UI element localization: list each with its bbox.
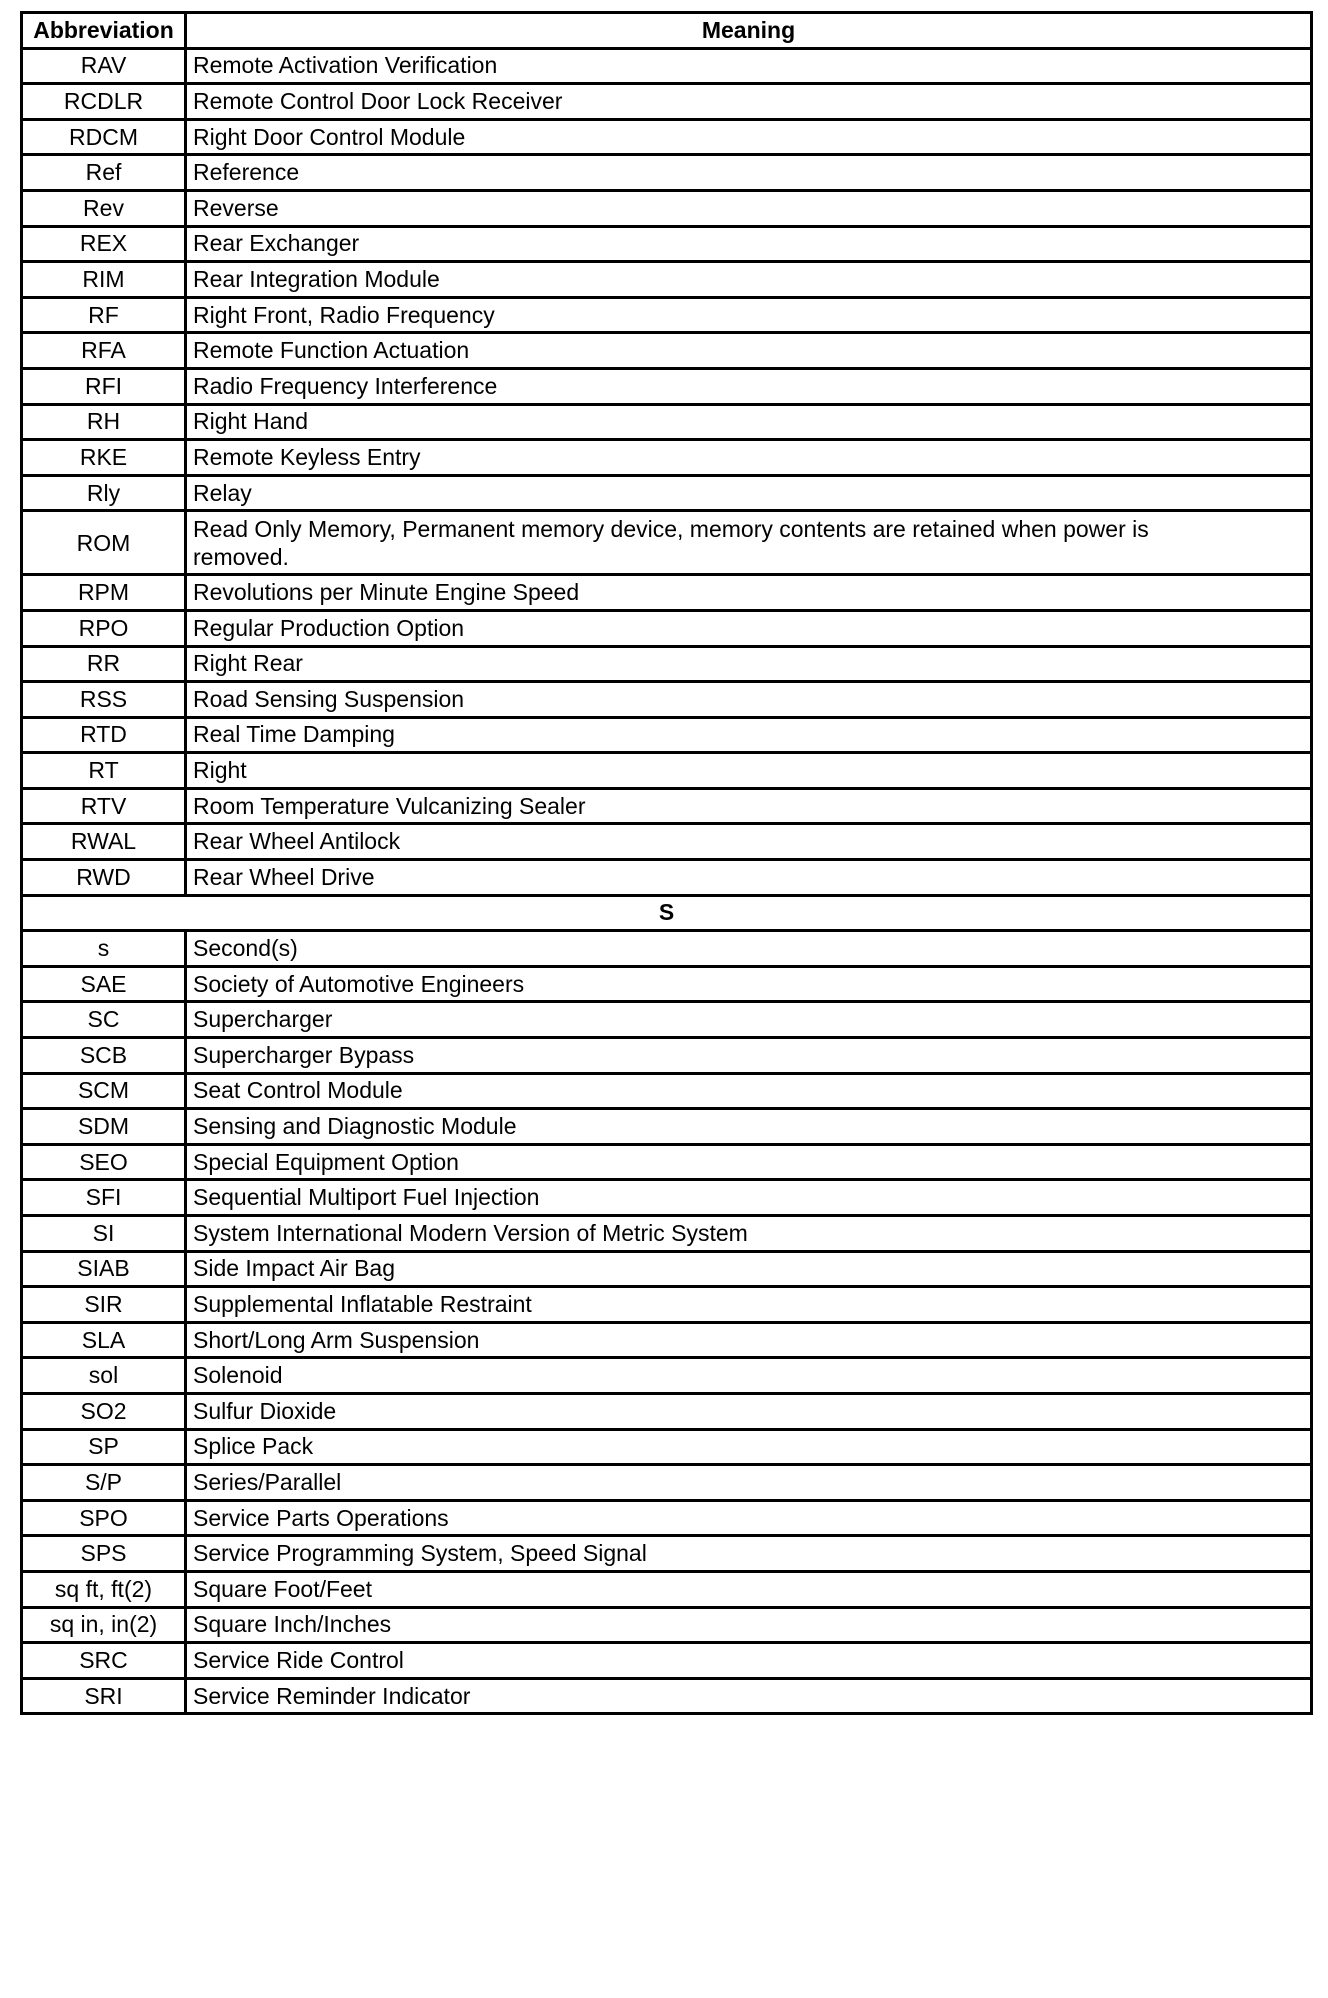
abbreviation-cell: RTD — [22, 717, 186, 753]
abbreviation-cell: SAE — [22, 966, 186, 1002]
meaning-cell: Real Time Damping — [186, 717, 1312, 753]
meaning-cell: Revolutions per Minute Engine Speed — [186, 575, 1312, 611]
table-row — [22, 1180, 1312, 1216]
meaning-cell: Right Hand — [186, 404, 1312, 440]
meaning-cell: Sequential Multiport Fuel Injection — [186, 1180, 1312, 1216]
table-row — [22, 1465, 1312, 1501]
abbreviation-column-header: Abbreviation — [22, 13, 186, 49]
table-row — [22, 1002, 1312, 1038]
meaning-cell: System International Modern Version of Metric System — [186, 1216, 1312, 1252]
meaning-cell: Supercharger Bypass — [186, 1038, 1312, 1074]
abbreviations-table — [20, 11, 1313, 1715]
table-row — [22, 119, 1312, 155]
section-letter: S — [22, 895, 1312, 931]
abbreviation-cell: RIM — [22, 262, 186, 298]
meaning-cell: Remote Function Actuation — [186, 333, 1312, 369]
abbreviation-cell: SCB — [22, 1038, 186, 1074]
table-row — [22, 966, 1312, 1002]
table-row — [22, 1607, 1312, 1643]
meaning-cell: Right Rear — [186, 646, 1312, 682]
table-row — [22, 84, 1312, 120]
table-row — [22, 646, 1312, 682]
meaning-cell: Read Only Memory, Permanent memory device, memory contents are retained when power is removed. — [186, 511, 1312, 575]
abbreviation-cell: SEO — [22, 1144, 186, 1180]
meaning-cell: Society of Automotive Engineers — [186, 966, 1312, 1002]
meaning-cell: Supercharger — [186, 1002, 1312, 1038]
table-row — [22, 1393, 1312, 1429]
meaning-cell: Rear Integration Module — [186, 262, 1312, 298]
abbreviation-cell: REX — [22, 226, 186, 262]
table-row — [22, 1038, 1312, 1074]
meaning-cell: Seat Control Module — [186, 1073, 1312, 1109]
table-row — [22, 475, 1312, 511]
abbreviation-cell: RWD — [22, 860, 186, 896]
meaning-cell: Service Parts Operations — [186, 1500, 1312, 1536]
abbreviation-cell: SFI — [22, 1180, 186, 1216]
table-row — [22, 824, 1312, 860]
meaning-cell: Regular Production Option — [186, 610, 1312, 646]
meaning-cell: Radio Frequency Interference — [186, 368, 1312, 404]
abbreviation-cell: RKE — [22, 440, 186, 476]
meaning-cell: Remote Activation Verification — [186, 48, 1312, 84]
table-row — [22, 1109, 1312, 1145]
table-row — [22, 1429, 1312, 1465]
meaning-column-header: Meaning — [186, 13, 1312, 49]
abbreviation-cell: SRC — [22, 1643, 186, 1679]
meaning-cell: Splice Pack — [186, 1429, 1312, 1465]
meaning-cell: Right Door Control Module — [186, 119, 1312, 155]
meaning-cell: Relay — [186, 475, 1312, 511]
meaning-cell: Special Equipment Option — [186, 1144, 1312, 1180]
table-row — [22, 190, 1312, 226]
abbreviation-cell: RSS — [22, 682, 186, 718]
section-header-row — [22, 895, 1312, 931]
table-row — [22, 1358, 1312, 1394]
table-row — [22, 610, 1312, 646]
abbreviation-cell: Ref — [22, 155, 186, 191]
meaning-cell: Road Sensing Suspension — [186, 682, 1312, 718]
abbreviation-cell: SIR — [22, 1287, 186, 1323]
table-body — [22, 48, 1312, 1714]
meaning-cell: Service Reminder Indicator — [186, 1678, 1312, 1714]
table-row — [22, 1251, 1312, 1287]
table-row — [22, 1144, 1312, 1180]
abbreviation-cell: SI — [22, 1216, 186, 1252]
table-row — [22, 155, 1312, 191]
abbreviation-cell: RFI — [22, 368, 186, 404]
table-row — [22, 1678, 1312, 1714]
abbreviation-cell: SDM — [22, 1109, 186, 1145]
abbreviation-cell: RTV — [22, 788, 186, 824]
meaning-cell: Short/Long Arm Suspension — [186, 1322, 1312, 1358]
meaning-cell: Side Impact Air Bag — [186, 1251, 1312, 1287]
table-row — [22, 297, 1312, 333]
meaning-cell: Sulfur Dioxide — [186, 1393, 1312, 1429]
meaning-cell: Series/Parallel — [186, 1465, 1312, 1501]
abbreviation-cell: RT — [22, 753, 186, 789]
abbreviation-cell: SPO — [22, 1500, 186, 1536]
abbreviation-cell: RR — [22, 646, 186, 682]
meaning-cell: Square Inch/Inches — [186, 1607, 1312, 1643]
table-row — [22, 262, 1312, 298]
table-row — [22, 333, 1312, 369]
abbreviation-cell: RF — [22, 297, 186, 333]
meaning-cell: Remote Keyless Entry — [186, 440, 1312, 476]
meaning-cell: Right Front, Radio Frequency — [186, 297, 1312, 333]
table-row — [22, 1322, 1312, 1358]
meaning-cell: Rear Wheel Drive — [186, 860, 1312, 896]
table-row — [22, 1500, 1312, 1536]
table-row — [22, 440, 1312, 476]
abbreviation-cell: s — [22, 931, 186, 967]
meaning-cell: Second(s) — [186, 931, 1312, 967]
table-row — [22, 1216, 1312, 1252]
abbreviation-cell: SIAB — [22, 1251, 186, 1287]
meaning-cell: Remote Control Door Lock Receiver — [186, 84, 1312, 120]
meaning-cell: Supplemental Inflatable Restraint — [186, 1287, 1312, 1323]
table-row — [22, 717, 1312, 753]
table-row — [22, 1073, 1312, 1109]
table-row — [22, 404, 1312, 440]
abbreviation-cell: sq in, in(2) — [22, 1607, 186, 1643]
table-row — [22, 753, 1312, 789]
abbreviation-cell: RPO — [22, 610, 186, 646]
meaning-cell: Square Foot/Feet — [186, 1571, 1312, 1607]
meaning-cell: Reference — [186, 155, 1312, 191]
table-row — [22, 682, 1312, 718]
meaning-cell: Reverse — [186, 190, 1312, 226]
abbreviation-cell: ROM — [22, 511, 186, 575]
abbreviation-cell: RAV — [22, 48, 186, 84]
abbreviation-cell: SO2 — [22, 1393, 186, 1429]
abbreviation-cell: Rev — [22, 190, 186, 226]
meaning-cell: Solenoid — [186, 1358, 1312, 1394]
meaning-cell: Service Ride Control — [186, 1643, 1312, 1679]
meaning-cell: Sensing and Diagnostic Module — [186, 1109, 1312, 1145]
table-row — [22, 368, 1312, 404]
meaning-cell: Rear Exchanger — [186, 226, 1312, 262]
meaning-cell: Service Programming System, Speed Signal — [186, 1536, 1312, 1572]
table-row — [22, 860, 1312, 896]
meaning-cell: Rear Wheel Antilock — [186, 824, 1312, 860]
abbreviation-cell: sq ft, ft(2) — [22, 1571, 186, 1607]
table-header-row — [22, 13, 1312, 49]
abbreviation-cell: SP — [22, 1429, 186, 1465]
abbreviation-cell: RPM — [22, 575, 186, 611]
table-row — [22, 1643, 1312, 1679]
table-row — [22, 788, 1312, 824]
table-row — [22, 1536, 1312, 1572]
abbreviation-cell: RCDLR — [22, 84, 186, 120]
abbreviation-cell: SLA — [22, 1322, 186, 1358]
table-row — [22, 1571, 1312, 1607]
abbreviation-cell: SPS — [22, 1536, 186, 1572]
table-row — [22, 226, 1312, 262]
meaning-cell: Right — [186, 753, 1312, 789]
abbreviation-cell: RH — [22, 404, 186, 440]
meaning-cell: Room Temperature Vulcanizing Sealer — [186, 788, 1312, 824]
table-row — [22, 1287, 1312, 1323]
table-row — [22, 575, 1312, 611]
table-row — [22, 931, 1312, 967]
abbreviation-cell: RWAL — [22, 824, 186, 860]
abbreviation-cell: SCM — [22, 1073, 186, 1109]
abbreviation-cell: SC — [22, 1002, 186, 1038]
abbreviation-cell: Rly — [22, 475, 186, 511]
abbreviation-cell: sol — [22, 1358, 186, 1394]
abbreviation-cell: S/P — [22, 1465, 186, 1501]
abbreviation-cell: RFA — [22, 333, 186, 369]
table-row — [22, 48, 1312, 84]
abbreviation-cell: RDCM — [22, 119, 186, 155]
table-row — [22, 511, 1312, 575]
abbreviation-cell: SRI — [22, 1678, 186, 1714]
